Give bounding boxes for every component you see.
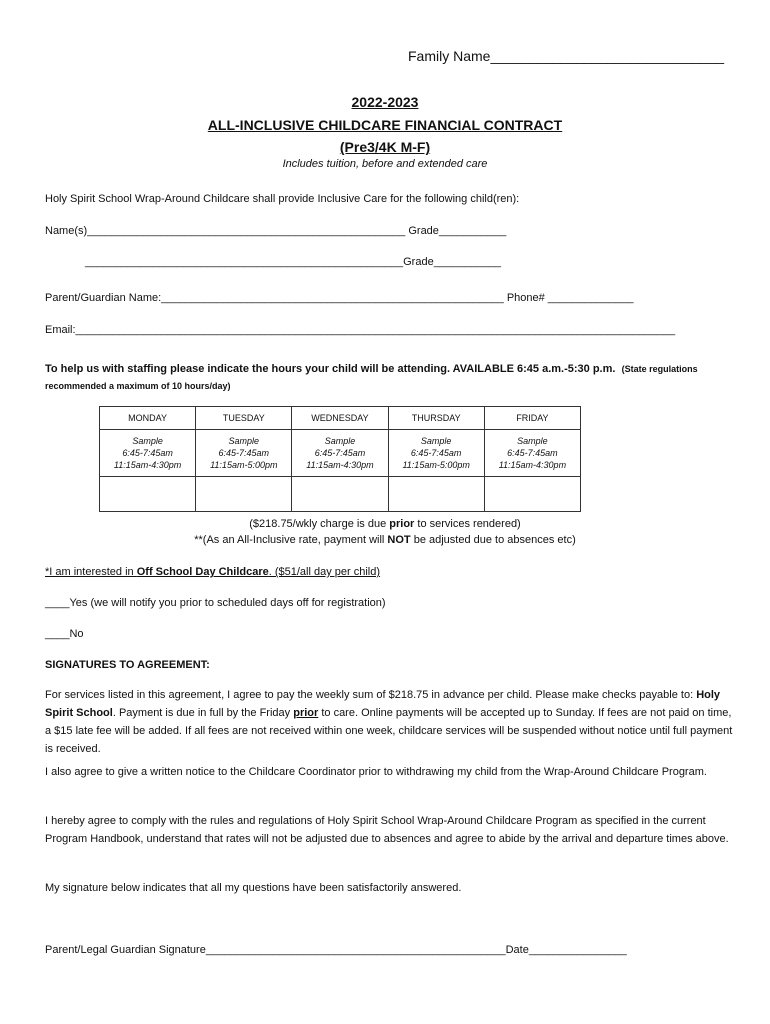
sample-morning: 6:45-7:45am [507,448,558,458]
sample-label: Sample [324,436,356,446]
parent-phone-field[interactable]: Parent/Guardian Name:________________________________________________________ Phone# ______________ [45,292,634,304]
questions-paragraph: My signature below indicates that all my questions have been satisfactorily answered. [45,882,462,894]
friday-hours-cell[interactable] [484,477,580,512]
interest-text-a: *I am interested in [45,566,137,578]
day-header: FRIDAY [484,407,580,430]
withdrawal-paragraph: I also agree to give a written notice to the Childcare Coordinator prior to withdrawing my child from the Wrap-Around Childcare Program. [45,766,707,778]
schedule-entry-row[interactable] [100,477,581,512]
sample-afternoon: 11:15am-4:30pm [113,460,182,470]
sample-cell [292,430,388,477]
sample-label: Sample [132,436,163,446]
staffing-note: (State regulations [621,364,698,374]
interest-text-c: . ($51/all day per child) [268,566,381,578]
sample-morning: 6:45-7:45am [314,448,366,458]
rate-text-b: NOT [387,534,411,546]
charge-text-c: to services rendered) [414,518,521,530]
sample-label: Sample [420,436,452,446]
contract-subtitle: (Pre3/4K M-F) [339,139,431,155]
sample-label: Sample [517,436,548,446]
thursday-hours-cell[interactable] [388,477,484,512]
monday-hours-cell[interactable] [100,477,196,512]
sample-morning: 6:45-7:45am [218,448,270,458]
sample-label: Sample [228,436,260,446]
staffing-main-text: To help us with staffing please indicate the hours your child will be attending. AVAILABLE 6:45 a.m.-5:30 p.m. [45,363,616,375]
rate-note [0,534,770,546]
tuesday-hours-cell[interactable] [196,477,292,512]
contract-title: ALL-INCLUSIVE CHILDCARE FINANCIAL CONTRACT [207,117,563,133]
schedule-header-row [100,407,581,430]
rate-text-c: be adjusted due to absences etc) [410,534,576,546]
second-name-grade-field[interactable]: ____________________________________________________Grade___________ [85,256,501,268]
sample-afternoon: 11:15am-5:00pm [210,460,278,470]
sample-afternoon: 11:15am-4:30pm [306,460,374,470]
staffing-instruction [45,363,698,375]
sample-cell [484,430,580,477]
charge-text-a: ($218.75/wkly charge is due [249,518,390,530]
sample-morning: 6:45-7:45am [122,448,173,458]
family-name-field[interactable]: Family Name______________________________ [408,48,725,64]
staffing-note-continued: recommended a maximum of 10 hours/day) [45,381,231,391]
sample-afternoon: 11:15am-4:30pm [498,460,567,470]
charge-text-b: prior [389,518,415,530]
signature-date-field[interactable]: Parent/Legal Guardian Signature_________________________________________________Date________________ [45,944,627,956]
p1-e: to care. Online payments will be accepted up to Sunday. If fees are not paid on time, a $15 late fee will be added. If all fees are not received within one week, childcare services will be suspended without notice until full payment is received. [45,707,733,755]
p1-school-name: Holy Spirit School [45,689,721,719]
sample-cell [196,430,292,477]
intro-text: Holy Spirit School Wrap-Around Childcare shall provide Inclusive Care for the following child(ren): [45,193,520,205]
yes-option[interactable]: ____Yes (we will notify you prior to scheduled days off for registration) [45,597,386,609]
payment-paragraph [45,686,735,758]
day-header: MONDAY [100,407,196,430]
interest-text-b: Off School Day Childcare [136,566,269,578]
rate-text-a: **(As an All-Inclusive rate, payment will [194,534,388,546]
no-option[interactable]: ____No [45,628,84,640]
off-school-interest [45,566,380,578]
sample-cell [100,430,196,477]
day-header: WEDNESDAY [292,407,388,430]
includes-note: Includes tuition, before and extended care [282,158,488,170]
sample-morning: 6:45-7:45am [410,448,462,458]
email-field[interactable]: Email:__________________________________________________________________________________________________ [45,324,676,336]
schedule-sample-row [100,430,581,477]
schedule-table [99,406,581,512]
day-header: THURSDAY [388,407,484,430]
p1-c: . Payment is due in full by the Friday [112,707,294,719]
names-grade-field[interactable]: Name(s)____________________________________________________ Grade___________ [45,225,507,237]
p1-a: For services listed in this agreement, I agree to pay the weekly sum of $218.75 in advance per child. Please make checks payable to: [45,689,697,701]
sample-cell [388,430,484,477]
wednesday-hours-cell[interactable] [292,477,388,512]
day-header: TUESDAY [196,407,292,430]
compliance-paragraph: I hereby agree to comply with the rules and regulations of Holy Spirit School Wrap-Around Childcare Program as specified in the current Program Handbook, understand that rates will not be adjusted due to absences and agree to abide by the arrival and departure times above. [45,815,729,845]
sample-afternoon: 11:15am-5:00pm [402,460,470,470]
contract-year: 2022-2023 [351,94,419,110]
p1-prior: prior [293,707,319,719]
weekly-charge-note [0,518,770,530]
signatures-heading: SIGNATURES TO AGREEMENT: [45,659,210,671]
